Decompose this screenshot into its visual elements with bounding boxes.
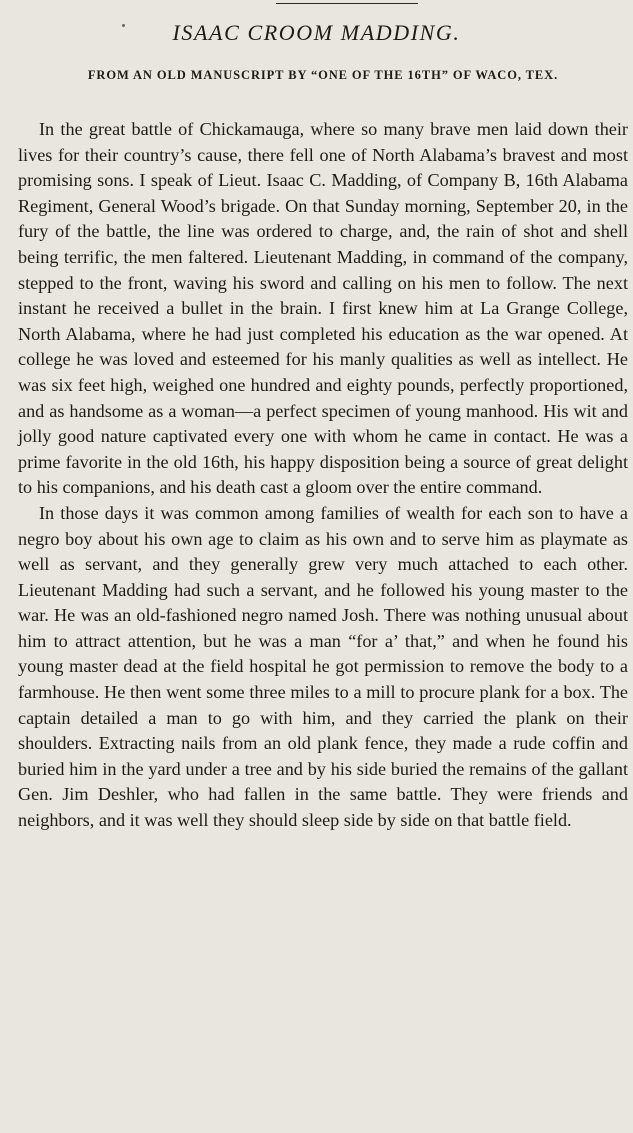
paragraph-2: In those days it was common among families of wealth for each son to have a negro boy about his own age to claim as his own and to serve him as playmate as well as servant, and they generally grew very much attached to each other. Lieutenant Madding had such a servant, and he followed his young master to the war. He was an old-fashioned negro named Josh. There was nothing unusual about him to attract attention, but he was a man “for a’ that,” and when he found his young master dead at the field hospital he got permission to remove the body to a farmhouse. He then went some three miles to a mill to procure plank for a box. The captain detailed a man to go with him, and they carried the plank on their shoulders. Extracting nails from an old plank fence, they made a rude coffin and buried him in the yard under a tree and by his side buried the remains of the gallant Gen. Jim Deshler, who had fallen in the same battle. They were friends and neighbors, and it was well they should sleep side by side on that battle field.	[18, 502, 628, 831]
article-title: ISAAC CROOM MADDING.	[172, 20, 461, 45]
article-subtitle: FROM AN OLD MANUSCRIPT BY “ONE OF THE 16TH” OF WACO, TEX.	[87, 68, 559, 82]
paragraph-1: In the great battle of Chickamauga, where so many brave men laid down their lives for their country’s cause, there fell one of North Alabama’s bravest and most promising sons. I speak of Lieut. Isaac C. Madding, of Company B, 16th Alabama Regiment, General Wood’s brigade. On that Sunday morning, September 20, in the fury of the battle, the line was ordered to charge, and, the rain of shot and shell being terrific, the men faltered. Lieutenant Madding, in command of the company, stepped to the front, waving his sword and calling on his men to follow. The next instant he received a bullet in the brain. I first knew him at La Grange College, North Alabama, where he had just completed his education as the war opened. At college he was loved and esteemed for his manly qualities as well as intellect. He was six feet high, weighed one hundred and eighty pounds, perfectly proportioned, and as handsome as a woman—a perfect specimen of young manhood. His wit and jolly good nature captivated every one with whom he came in contact. He was a prime favorite in the old 16th, his happy disposition being a source of great delight to his companions, and his death cast a gloom over the entire command.	[18, 119, 628, 498]
article-body	[18, 117, 628, 834]
top-rule	[276, 3, 418, 4]
